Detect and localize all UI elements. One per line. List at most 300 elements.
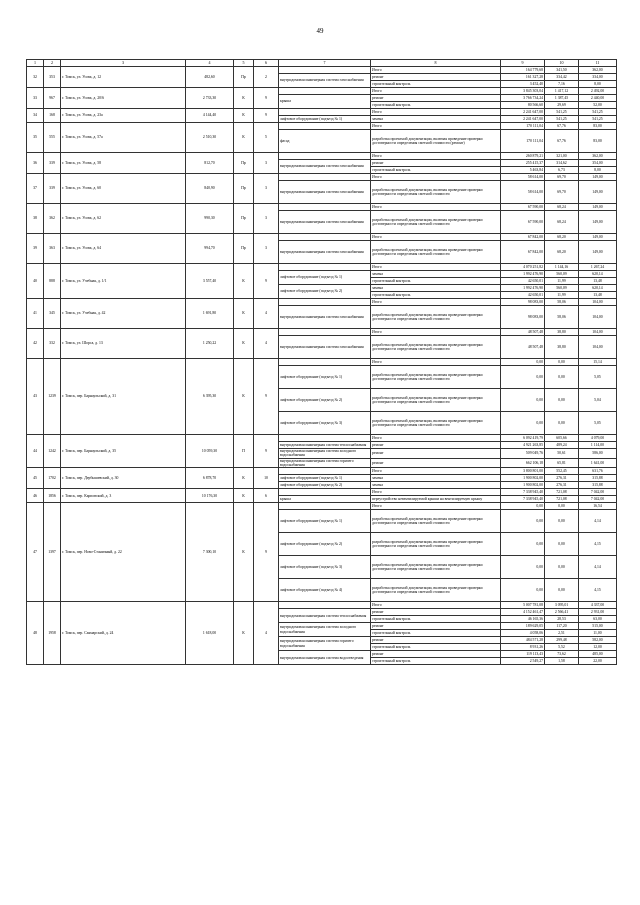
cost-sum: 46 165,36 — [501, 616, 545, 623]
unit-cost: 38,80 — [545, 329, 579, 336]
house-id: 363 — [44, 234, 61, 264]
floors: 9 — [254, 435, 279, 468]
cost-sum: 1 992 476,90 — [501, 271, 545, 278]
cost-sum: 255 415,37 — [501, 160, 545, 167]
work-type: строительный контроль — [371, 630, 501, 637]
cost-sum: 1 900 802,00 — [501, 475, 545, 482]
max-unit-cost: 515,00 — [579, 623, 617, 630]
work-type: ремонт — [371, 74, 501, 81]
work-type: замена — [371, 116, 501, 123]
address: г. Томск, пер. Ново-Станичный, д. 22 — [61, 503, 186, 602]
cost-sum: 3 800 801,00 — [501, 468, 545, 475]
unit-cost: 67,76 — [545, 130, 579, 153]
house-id: 1702 — [44, 468, 61, 489]
unit-cost: 38,80 — [545, 336, 579, 359]
work-type: Итого — [371, 359, 501, 366]
unit-cost: 0,00 — [545, 533, 579, 556]
unit-cost: 489,24 — [545, 442, 579, 449]
element-type: внутридомовая инженерная система горячего водоснабжения — [279, 637, 371, 651]
cost-sum: 42 650,01 — [501, 292, 545, 299]
total-area: 6 395,30 — [186, 359, 234, 435]
work-type: строительный контроль — [371, 658, 501, 665]
element-type: внутридомовая инженерная система газоснабжения — [279, 336, 371, 359]
unit-cost: 0,00 — [545, 503, 579, 510]
address: г. Томск, ул. Усова, д. 20/6 — [61, 88, 186, 109]
max-unit-cost: 315,88 — [579, 475, 617, 482]
cost-sum: 4 058,06 — [501, 630, 545, 637]
max-unit-cost: 315,88 — [579, 482, 617, 489]
cost-sum: 119 113,43 — [501, 651, 545, 658]
ownership: К — [234, 329, 254, 359]
row-number: 38 — [27, 204, 44, 234]
work-type: разработка проектной документации, включая проведение проверки достоверности определения сметной стоимости — [371, 533, 501, 556]
cost-sum: 58 614,00 — [501, 181, 545, 204]
table-row — [27, 88, 617, 95]
max-unit-cost: 4 079,00 — [579, 435, 617, 442]
max-unit-cost: 16,54 — [579, 503, 617, 510]
address: г. Томск, ул. Усова, д. 60 — [61, 174, 186, 204]
house-id: 1242 — [44, 435, 61, 468]
element-type — [279, 174, 371, 181]
address: г. Томск, ул. Шорса, д. 13 — [61, 329, 186, 359]
total-area: 1 250,22 — [186, 329, 234, 359]
max-unit-cost: 83,00 — [579, 130, 617, 153]
ownership: К — [234, 503, 254, 602]
floors: 5 — [254, 123, 279, 153]
element-type: внутридомовая инженерная система газоснабжения — [279, 74, 371, 88]
table-row — [27, 234, 617, 241]
ownership: П — [234, 435, 254, 468]
element-type — [279, 234, 371, 241]
work-type: строительный контроль — [371, 644, 501, 651]
max-unit-cost: 104,00 — [579, 336, 617, 359]
work-type: разработка проектной документации, включая проведение проверки достоверности определения сметной стоимости — [371, 510, 501, 533]
cost-sum: 189 629,05 — [501, 623, 545, 630]
unit-cost: 321,00 — [545, 153, 579, 160]
floors: 4 — [254, 329, 279, 359]
address: г. Томск, ул. Усова, д. 64 — [61, 234, 186, 264]
page-number: 49 — [316, 27, 324, 35]
cost-sum: 80 566,60 — [501, 102, 545, 109]
element-type — [279, 204, 371, 211]
ownership: Пр — [234, 67, 254, 88]
work-type: Итого — [371, 299, 501, 306]
work-type: разработка проектной документации, включая проведение проверки достоверности определения сметной стоимости — [371, 412, 501, 435]
table-row — [27, 602, 617, 609]
cost-sum: 170 111,04 — [501, 130, 545, 153]
unit-cost: 0,00 — [545, 579, 579, 602]
element-type: внутридомовая инженерная система газоснабжения — [279, 211, 371, 234]
work-type: ремонт — [371, 449, 501, 459]
element-type: внутридомовая инженерная система горячего водоснабжения — [279, 458, 371, 468]
table-row — [27, 174, 617, 181]
max-unit-cost: 8,00 — [579, 167, 617, 174]
address: г. Томск, ул. Усова, д. 12 — [61, 67, 186, 88]
cost-sum: 5 007 781,08 — [501, 602, 545, 609]
cost-sum: 4 070 251,82 — [501, 264, 545, 271]
table-row — [27, 359, 617, 366]
ownership: К — [234, 359, 254, 435]
total-area: 6 878,70 — [186, 468, 234, 489]
max-unit-cost: 22,00 — [579, 658, 617, 665]
max-unit-cost: 4,14 — [579, 510, 617, 533]
unit-cost: 276,31 — [545, 482, 579, 489]
element-type: внутридомовая инженерная система газоснабжения — [279, 181, 371, 204]
work-type: Итого — [371, 123, 501, 130]
cost-sum: 0,00 — [501, 503, 545, 510]
unit-cost: 5,52 — [545, 644, 579, 651]
unit-cost: 1 144,16 — [545, 264, 579, 271]
capital-repair-table — [26, 59, 617, 665]
work-type: ремонт — [371, 160, 501, 167]
max-unit-cost: 52,00 — [579, 102, 617, 109]
floors: 3 — [254, 234, 279, 264]
cost-sum: 58 614,00 — [501, 174, 545, 181]
element-type: лифтовое оборудование (подъезд № 2) — [279, 389, 371, 412]
floors: 3 — [254, 174, 279, 204]
table-row — [27, 264, 617, 271]
unit-cost: 0,00 — [545, 359, 579, 366]
total-area: 840,90 — [186, 174, 234, 204]
cost-sum: 67 590,00 — [501, 211, 545, 234]
row-number: 42 — [27, 329, 44, 359]
max-unit-cost: 620,14 — [579, 285, 617, 292]
work-type: разработка проектной документации, включая проведение проверки достоверности определения сметной стоимости — [371, 211, 501, 234]
cost-sum: 4 152 461,47 — [501, 609, 545, 616]
unit-cost: 1 387,45 — [545, 95, 579, 102]
ownership: Пр — [234, 153, 254, 174]
max-unit-cost: 149,00 — [579, 211, 617, 234]
cost-sum: 3 766 734,24 — [501, 95, 545, 102]
address: г. Томск, ул. Учебная, д. 42 — [61, 299, 186, 329]
work-type: разработка проектной документации, включая проведение проверки достоверности определения сметной стоимости — [371, 306, 501, 329]
row-number: 37 — [27, 174, 44, 204]
work-type: Итого — [371, 435, 501, 442]
column-header: 11 — [579, 60, 617, 67]
table-row — [27, 435, 617, 442]
address: г. Томск, пер. Дербышевский, д. 30 — [61, 468, 186, 489]
work-type: Итого — [371, 264, 501, 271]
max-unit-cost: 4,14 — [579, 556, 617, 579]
work-type: ремонт — [371, 623, 501, 630]
work-type: замена — [371, 482, 501, 489]
work-type: разработка проектной документации, включая проведение проверки достоверности определения сметной стоимости — [371, 389, 501, 412]
element-type: лифтовое оборудование (подъезд № 2) — [279, 482, 371, 489]
work-type: Итого — [371, 234, 501, 241]
address: г. Томск, ул. Усова, д. 58 — [61, 153, 186, 174]
floors: 9 — [254, 109, 279, 123]
row-number: 32 — [27, 67, 44, 88]
element-type: внутридомовая инженерная система газоснабжения — [279, 306, 371, 329]
work-type: Итого — [371, 153, 501, 160]
work-type: ремонт — [371, 637, 501, 644]
max-unit-cost: 5,05 — [579, 412, 617, 435]
work-type: ремонт — [371, 651, 501, 658]
work-type: разработка проектной документации, включая проведение проверки достоверности определения сметной стоимости — [371, 241, 501, 264]
cost-sum: 164 779,68 — [501, 67, 545, 74]
max-unit-cost: 620,14 — [579, 271, 617, 278]
element-type: внутридомовая инженерная система холодного водоснабжения — [279, 449, 371, 459]
max-unit-cost: 1 641,00 — [579, 458, 617, 468]
max-unit-cost: 104,00 — [579, 299, 617, 306]
row-number: 33 — [27, 88, 44, 109]
work-type: Итого — [371, 109, 501, 116]
max-unit-cost: 541,25 — [579, 109, 617, 116]
ownership: Пр — [234, 174, 254, 204]
unit-cost: 552,45 — [545, 468, 579, 475]
max-unit-cost: 5,04 — [579, 389, 617, 412]
cost-sum: 161 327,28 — [501, 74, 545, 81]
floors: 3 — [254, 204, 279, 234]
unit-cost: 0,00 — [545, 389, 579, 412]
element-type: лифтовое оборудование (подъезд № 1) — [279, 475, 371, 482]
unit-cost: 69,70 — [545, 181, 579, 204]
cost-sum: 3 845 303,04 — [501, 88, 545, 95]
table-row — [27, 503, 617, 510]
house-id: 1958 — [44, 602, 61, 665]
row-number: 34 — [27, 109, 44, 123]
work-type: разработка проектной документации, включая проведение проверки достоверности определения сметной стоимости — [371, 181, 501, 204]
unit-cost: 50,61 — [545, 449, 579, 459]
floors: 9 — [254, 264, 279, 299]
max-unit-cost: 485,00 — [579, 651, 617, 658]
total-area: 482,60 — [186, 67, 234, 88]
work-type: Итого — [371, 174, 501, 181]
unit-cost: 68,20 — [545, 241, 579, 264]
cost-sum: 0,00 — [501, 359, 545, 366]
table-row — [27, 123, 617, 130]
house-id: 555 — [44, 123, 61, 153]
cost-sum: 67 842,00 — [501, 234, 545, 241]
cost-sum: 48 507,48 — [501, 329, 545, 336]
floors: 4 — [254, 299, 279, 329]
address: г. Томск, ул. Учебная, д. 1/1 — [61, 264, 186, 299]
cost-sum: 7 338 945,40 — [501, 496, 545, 503]
row-number: 45 — [27, 468, 44, 489]
work-type: строительный контроль — [371, 167, 501, 174]
unit-cost: 2 566,41 — [545, 609, 579, 616]
ownership: К — [234, 88, 254, 109]
address: г. Томск, пер. Карповский, д. 3 — [61, 489, 186, 503]
work-type: Итого — [371, 67, 501, 74]
cost-sum: 48 507,48 — [501, 336, 545, 359]
cost-sum: 0,00 — [501, 556, 545, 579]
address: г. Томск, пер. Барнаульский, д. 35 — [61, 435, 186, 468]
cost-sum: 3 452,40 — [501, 81, 545, 88]
house-id: 332 — [44, 329, 61, 359]
work-type: замена — [371, 271, 501, 278]
floors: 4 — [254, 602, 279, 665]
ownership: К — [234, 468, 254, 489]
work-type: строительный контроль — [371, 278, 501, 285]
element-type: внутридомовая инженерная система теплоснабжения — [279, 609, 371, 623]
max-unit-cost: 2 440,00 — [579, 95, 617, 102]
max-unit-cost: 1 267,24 — [579, 264, 617, 271]
work-type: Итого — [371, 489, 501, 496]
max-unit-cost: 354,00 — [579, 160, 617, 167]
ownership: К — [234, 123, 254, 153]
work-type: строительный контроль — [371, 292, 501, 299]
cost-sum: 170 111,04 — [501, 123, 545, 130]
header-row — [27, 60, 617, 67]
column-header: 7 — [279, 60, 371, 67]
max-unit-cost: 586,00 — [579, 449, 617, 459]
house-id: 888 — [44, 264, 61, 299]
work-type: ремонт — [371, 442, 501, 449]
unit-cost: 68,24 — [545, 204, 579, 211]
house-id: 353 — [44, 67, 61, 88]
max-unit-cost: 631,76 — [579, 468, 617, 475]
unit-cost: 7,16 — [545, 81, 579, 88]
cost-sum: 0,00 — [501, 389, 545, 412]
max-unit-cost: 2 931,00 — [579, 609, 617, 616]
max-unit-cost: 12,00 — [579, 644, 617, 651]
element-type — [279, 468, 371, 475]
total-area: 7 300,10 — [186, 503, 234, 602]
max-unit-cost: 149,00 — [579, 234, 617, 241]
cost-sum: 98 083,00 — [501, 306, 545, 329]
unit-cost: 560,09 — [545, 271, 579, 278]
max-unit-cost: 7 042,00 — [579, 496, 617, 503]
unit-cost: 58,06 — [545, 299, 579, 306]
max-unit-cost: 83,00 — [579, 123, 617, 130]
total-area: 2 733,30 — [186, 88, 234, 109]
work-type: ремонт — [371, 609, 501, 616]
unit-cost: 721,08 — [545, 496, 579, 503]
element-type: лифтовое оборудование (подъезд № 1) — [279, 366, 371, 389]
cost-sum: 260 879,21 — [501, 153, 545, 160]
max-unit-cost: 104,00 — [579, 329, 617, 336]
total-area: 812,70 — [186, 153, 234, 174]
unit-cost: 11,99 — [545, 292, 579, 299]
max-unit-cost: 541,25 — [579, 116, 617, 123]
element-type — [279, 109, 371, 116]
row-number: 40 — [27, 264, 44, 299]
cost-sum: 7 338 945,40 — [501, 489, 545, 496]
work-type: Итого — [371, 204, 501, 211]
unit-cost: 67,76 — [545, 123, 579, 130]
max-unit-cost: 13,48 — [579, 278, 617, 285]
total-area: 10 176,30 — [186, 489, 234, 503]
house-id: 1397 — [44, 503, 61, 602]
cost-sum: 67 842,00 — [501, 241, 545, 264]
unit-cost: 0,00 — [545, 556, 579, 579]
max-unit-cost: 4 337,00 — [579, 602, 617, 609]
row-number: 35 — [27, 123, 44, 153]
work-type: переустройство невентилируемой крыши на вентилируемую крышу — [371, 496, 501, 503]
unit-cost: 605,66 — [545, 435, 579, 442]
floors: 6 — [254, 489, 279, 503]
house-id: 345 — [44, 299, 61, 329]
max-unit-cost: 362,00 — [579, 67, 617, 74]
element-type — [279, 359, 371, 366]
cost-sum: 0,00 — [501, 366, 545, 389]
work-type: Итого — [371, 602, 501, 609]
floors: 9 — [254, 359, 279, 435]
max-unit-cost: 149,00 — [579, 241, 617, 264]
house-id: 967 — [44, 88, 61, 109]
work-type: разработка проектной документации, включая проведение проверки достоверности определения сметной стоимости — [371, 336, 501, 359]
element-type: внутридомовая инженерная система холодного водоснабжения — [279, 623, 371, 637]
floors: 3 — [254, 153, 279, 174]
work-type: разработка проектной документации, включая проведение проверки достоверности определения сметной стоимости — [371, 579, 501, 602]
unit-cost: 2,51 — [545, 630, 579, 637]
unit-cost: 334,42 — [545, 74, 579, 81]
work-type: замена — [371, 285, 501, 292]
max-unit-cost: 104,00 — [579, 306, 617, 329]
row-number: 36 — [27, 153, 44, 174]
column-header: 4 — [186, 60, 234, 67]
floors: 10 — [254, 468, 279, 489]
element-type — [279, 88, 371, 95]
unit-cost: 0,00 — [545, 366, 579, 389]
work-type: Итого — [371, 88, 501, 95]
element-type: внутридомовая инженерная система водоотведения — [279, 651, 371, 665]
work-type: строительный контроль — [371, 81, 501, 88]
unit-cost: 299,48 — [545, 637, 579, 644]
cost-sum: 2 549,27 — [501, 658, 545, 665]
max-unit-cost: 1 114,00 — [579, 442, 617, 449]
element-type: лифтовое оборудование (подъезд № 3) — [279, 412, 371, 435]
element-type: крыша — [279, 95, 371, 109]
unit-cost: 68,24 — [545, 211, 579, 234]
cost-sum: 0,00 — [501, 510, 545, 533]
unit-cost: 721,08 — [545, 489, 579, 496]
element-type — [279, 503, 371, 510]
total-area: 2 510,30 — [186, 123, 234, 153]
column-header: 3 — [61, 60, 186, 67]
work-type: Итого — [371, 329, 501, 336]
unit-cost: 314,62 — [545, 160, 579, 167]
address: г. Томск, ул. Усова, д. 57а — [61, 123, 186, 153]
element-type — [279, 489, 371, 496]
max-unit-cost: 13,48 — [579, 292, 617, 299]
unit-cost: 1 417,12 — [545, 88, 579, 95]
row-number: 39 — [27, 234, 44, 264]
unit-cost: 541,25 — [545, 109, 579, 116]
unit-cost: 560,09 — [545, 285, 579, 292]
house-id: 339 — [44, 153, 61, 174]
element-type: внутридомовая инженерная система газоснабжения — [279, 241, 371, 264]
row-number: 43 — [27, 359, 44, 435]
ownership: К — [234, 489, 254, 503]
max-unit-cost: 362,00 — [579, 153, 617, 160]
total-area: 994,70 — [186, 234, 234, 264]
cost-sum: 98 083,00 — [501, 299, 545, 306]
element-type: крыша — [279, 496, 371, 503]
floors: 9 — [254, 88, 279, 109]
table-row — [27, 489, 617, 496]
cost-sum: 484 571,28 — [501, 637, 545, 644]
house-id: 1856 — [44, 489, 61, 503]
unit-cost: 29,69 — [545, 102, 579, 109]
cost-sum: 2 241 647,00 — [501, 116, 545, 123]
table-row — [27, 67, 617, 74]
max-unit-cost: 2 492,00 — [579, 88, 617, 95]
total-area: 4 144,40 — [186, 109, 234, 123]
ownership: К — [234, 264, 254, 299]
work-type: замена — [371, 475, 501, 482]
cost-sum: 0,00 — [501, 412, 545, 435]
unit-cost: 0,00 — [545, 510, 579, 533]
element-type — [279, 435, 371, 442]
cost-sum: 42 650,01 — [501, 278, 545, 285]
unit-cost: 68,20 — [545, 234, 579, 241]
unit-cost: 73,62 — [545, 651, 579, 658]
unit-cost: 0,00 — [545, 412, 579, 435]
table-row — [27, 109, 617, 116]
column-header: 5 — [234, 60, 254, 67]
